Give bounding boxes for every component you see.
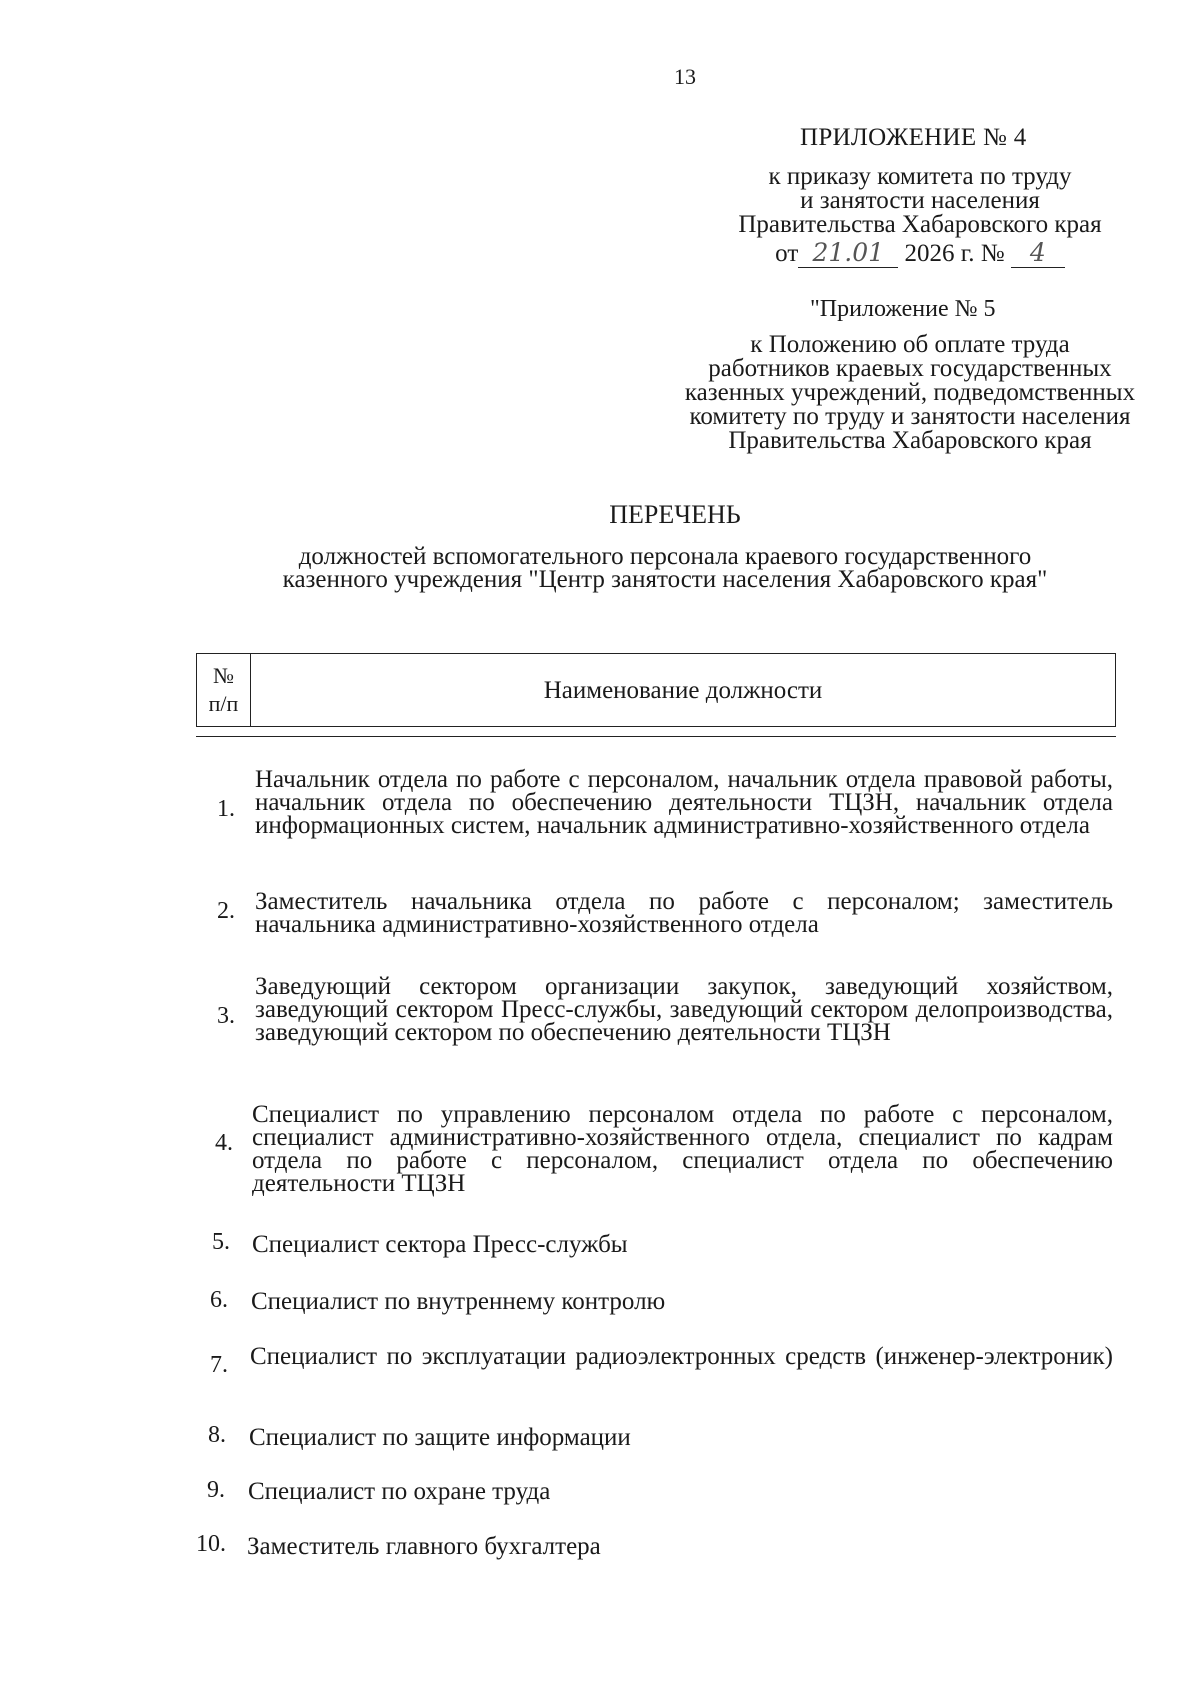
table-row: Специалист по защите информации xyxy=(249,1424,631,1451)
regulation-reference xyxy=(640,333,1180,453)
document-subtitle xyxy=(240,545,1090,591)
header-number-line-2: п/п xyxy=(208,691,239,716)
row-number: 6. xyxy=(210,1287,228,1313)
order-line-1: к приказу комитета по труду xyxy=(768,163,1072,190)
page-number: 13 xyxy=(674,64,696,89)
table-row: Специалист по внутреннему контролю xyxy=(251,1288,666,1315)
order-line-2: и занятости населения xyxy=(800,187,1040,214)
row-number: 5. xyxy=(212,1229,230,1255)
table-row: Специалист по управлению персоналом отдела по работе с персоналом, специалист административно-хозяйственного отдела, специалист по кадрам отдела по работе с персоналом, специалист отдела по обеспечению деятельности ТЦЗН xyxy=(252,1101,1113,1197)
row-number: 10. xyxy=(196,1531,226,1557)
header-name-cell: Наименование должности xyxy=(543,677,823,704)
table-row: Заместитель главного бухгалтера xyxy=(247,1533,601,1560)
regulation-line-4: комитету по труду и занятости населения xyxy=(689,403,1131,430)
row-number: 9. xyxy=(207,1477,225,1503)
row-number: 4. xyxy=(215,1130,233,1156)
table-row: Начальник отдела по работе с персоналом, начальник отдела правовой работы, начальник отдела по обеспечению деятельности ТЦЗН, начальник отдела информационных систем, начальник административно-хозяйственного отдела xyxy=(255,766,1113,839)
regulation-line-3: казенных учреждений, подведомственных xyxy=(684,379,1136,406)
order-reference xyxy=(700,165,1140,237)
subtitle-line-1: должностей вспомогательного персонала краевого государственного xyxy=(298,543,1032,570)
regulation-line-2: работников краевых государственных xyxy=(708,355,1112,382)
order-number-handwritten: 4 xyxy=(1011,238,1065,268)
header-number-cell xyxy=(197,654,251,726)
row-number: 8. xyxy=(208,1422,226,1448)
table-row: Специалист сектора Пресс-службы xyxy=(252,1231,628,1258)
document-title: ПЕРЕЧЕНЬ xyxy=(609,500,741,529)
regulation-line-5: Правительства Хабаровского края xyxy=(728,427,1092,454)
header-number-line-1: № xyxy=(213,663,234,688)
row-number: 2. xyxy=(217,898,235,924)
row-number: 1. xyxy=(217,796,235,822)
table-row: Специалист по эксплуатации радиоэлектронных средств (инженер-электроник) xyxy=(250,1343,1113,1370)
appendix-title: ПРИЛОЖЕНИЕ № 4 xyxy=(800,124,1027,151)
appendix5-title: "Приложение № 5 xyxy=(810,296,996,322)
order-line-3: Правительства Хабаровского края xyxy=(738,211,1102,238)
table-row: Специалист по охране труда xyxy=(248,1478,551,1505)
table-row: Заместитель начальника отдела по работе с персоналом; заместитель начальника административно-хозяйственного отдела xyxy=(255,888,1113,938)
table-divider xyxy=(196,736,1116,737)
row-number: 7. xyxy=(210,1352,228,1378)
subtitle-line-2: казенного учреждения "Центр занятости населения Хабаровского края" xyxy=(282,566,1048,593)
table-header xyxy=(196,653,1116,727)
order-date-handwritten: 21.01 xyxy=(798,238,898,268)
table-row: Заведующий сектором организации закупок, заведующий хозяйством, заведующий сектором Пресс-службы, заведующий сектором делопроизводства, заведующий сектором по обеспечению деятельности ТЦЗН xyxy=(255,973,1113,1046)
row-number: 3. xyxy=(217,1003,235,1029)
order-prefix: от xyxy=(775,240,799,267)
order-year: 2026 г. № xyxy=(904,240,1005,267)
regulation-line-1: к Положению об оплате труда xyxy=(750,331,1070,358)
order-date-line xyxy=(700,238,1140,268)
